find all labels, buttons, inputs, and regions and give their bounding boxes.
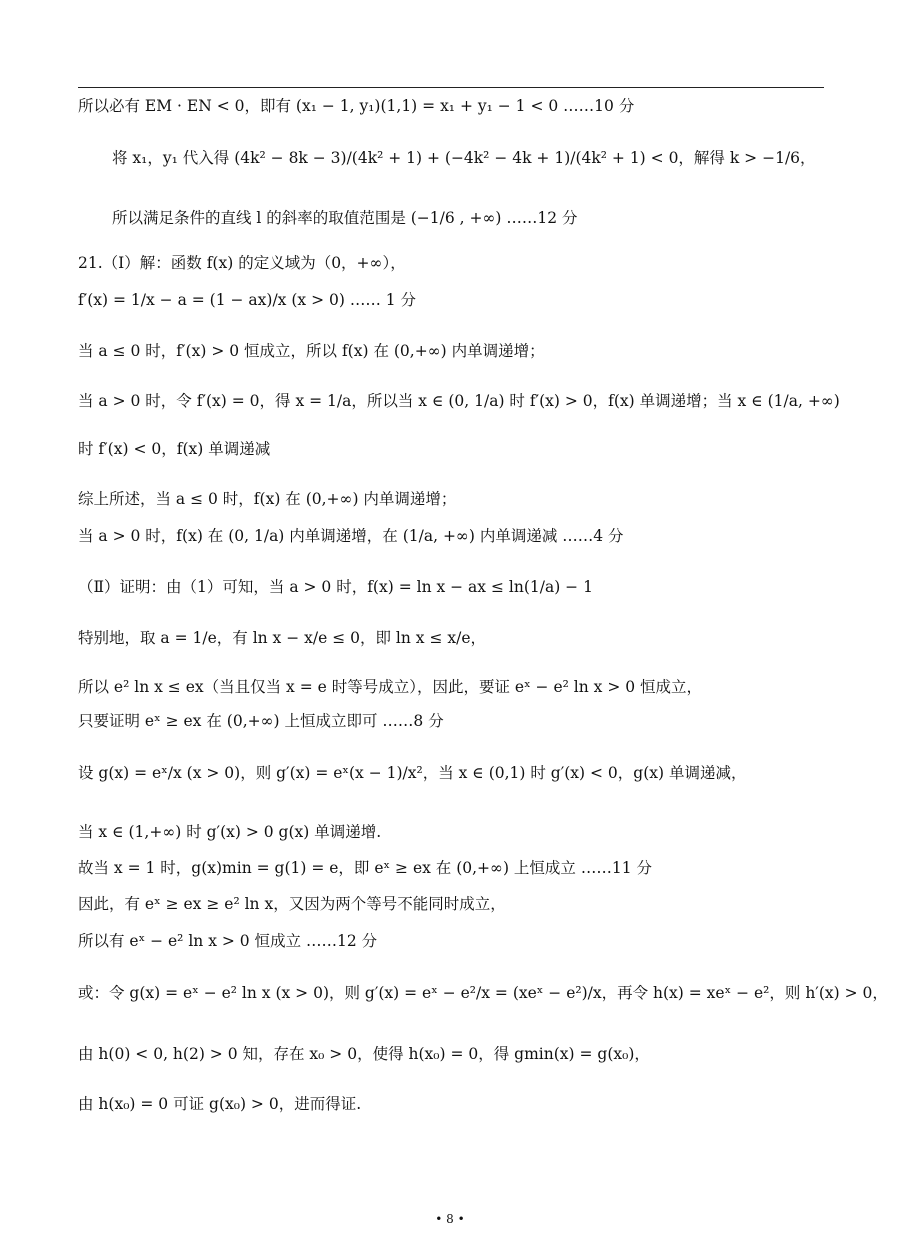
text-line: 只要证明 eˣ ≥ ex 在 (0,+∞) 上恒成立即可 ……8 分 bbox=[78, 712, 444, 730]
text-line: 综上所述，当 a ≤ 0 时，f(x) 在 (0,+∞) 内单调递增； bbox=[78, 490, 457, 508]
text-line: 因此，有 eˣ ≥ ex ≥ e² ln x，又因为两个等号不能同时成立， bbox=[78, 895, 506, 913]
text-line: 故当 x = 1 时，g(x)min = g(1) = e，即 eˣ ≥ ex 在 (0,+∞) 上恒成立 ……11 分 bbox=[78, 859, 652, 877]
text-line: 或：令 g(x) = eˣ − e² ln x (x > 0)，则 g′(x) = eˣ − e²/x = (xeˣ − e²)/x，再令 h(x) = xeˣ − e²，则 h′(x) > 0， bbox=[78, 984, 888, 1002]
text-line: 所以有 eˣ − e² ln x > 0 恒成立 ……12 分 bbox=[78, 932, 378, 950]
text-line: 所以必有 EM · EN < 0，即有 (x₁ − 1, y₁)(1,1) = x₁ + y₁ − 1 < 0 ……10 分 bbox=[78, 97, 635, 115]
text-line: 将 x₁，y₁ 代入得 (4k² − 8k − 3)/(4k² + 1) + (−4k² − 4k + 1)/(4k² + 1) < 0，解得 k > −1/6， bbox=[112, 149, 816, 167]
text-line: （Ⅱ）证明：由（1）可知，当 a > 0 时，f(x) = ln x − ax ≤ ln(1/a) − 1 bbox=[78, 578, 593, 596]
text-line: 21.（Ⅰ）解：函数 f(x) 的定义域为（0，+∞）， bbox=[78, 254, 406, 272]
text-line: 当 x ∈ (1,+∞) 时 g′(x) > 0 g(x) 单调递增. bbox=[78, 823, 382, 841]
text-line: 由 h(x₀) = 0 可证 g(x₀) > 0，进而得证. bbox=[78, 1095, 362, 1113]
text-line: 所以满足条件的直线 l 的斜率的取值范围是 (−1/6 , +∞) ……12 分 bbox=[112, 209, 578, 227]
text-line: 当 a > 0 时，f(x) 在 (0, 1/a) 内单调递增，在 (1/a, +∞) 内单调递减 ……4 分 bbox=[78, 527, 624, 545]
text-line: 当 a ≤ 0 时，f′(x) > 0 恒成立，所以 f(x) 在 (0,+∞) 内单调递增； bbox=[78, 342, 545, 360]
page-number: • 8 • bbox=[435, 1212, 465, 1226]
text-line: 由 h(0) < 0, h(2) > 0 知，存在 x₀ > 0，使得 h(x₀) = 0，得 gmin(x) = g(x₀)， bbox=[78, 1045, 650, 1063]
text-line: f′(x) = 1/x − a = (1 − ax)/x (x > 0) …… 1 分 bbox=[78, 291, 417, 309]
text-line: 当 a > 0 时，令 f′(x) = 0，得 x = 1/a，所以当 x ∈ (0, 1/a) 时 f′(x) > 0，f(x) 单调递增；当 x ∈ (1/a, +∞) bbox=[78, 392, 840, 410]
text-line: 所以 e² ln x ≤ ex（当且仅当 x = e 时等号成立），因此，要证 eˣ − e² ln x > 0 恒成立， bbox=[78, 678, 703, 696]
text-line: 设 g(x) = eˣ/x (x > 0)，则 g′(x) = eˣ(x − 1)/x²，当 x ∈ (0,1) 时 g′(x) < 0，g(x) 单调递减， bbox=[78, 764, 747, 782]
text-line: 特别地，取 a = 1/e，有 ln x − x/e ≤ 0，即 ln x ≤ x/e， bbox=[78, 629, 486, 647]
text-line: 时 f′(x) < 0，f(x) 单调递减 bbox=[78, 440, 271, 458]
header-rule bbox=[78, 87, 824, 88]
